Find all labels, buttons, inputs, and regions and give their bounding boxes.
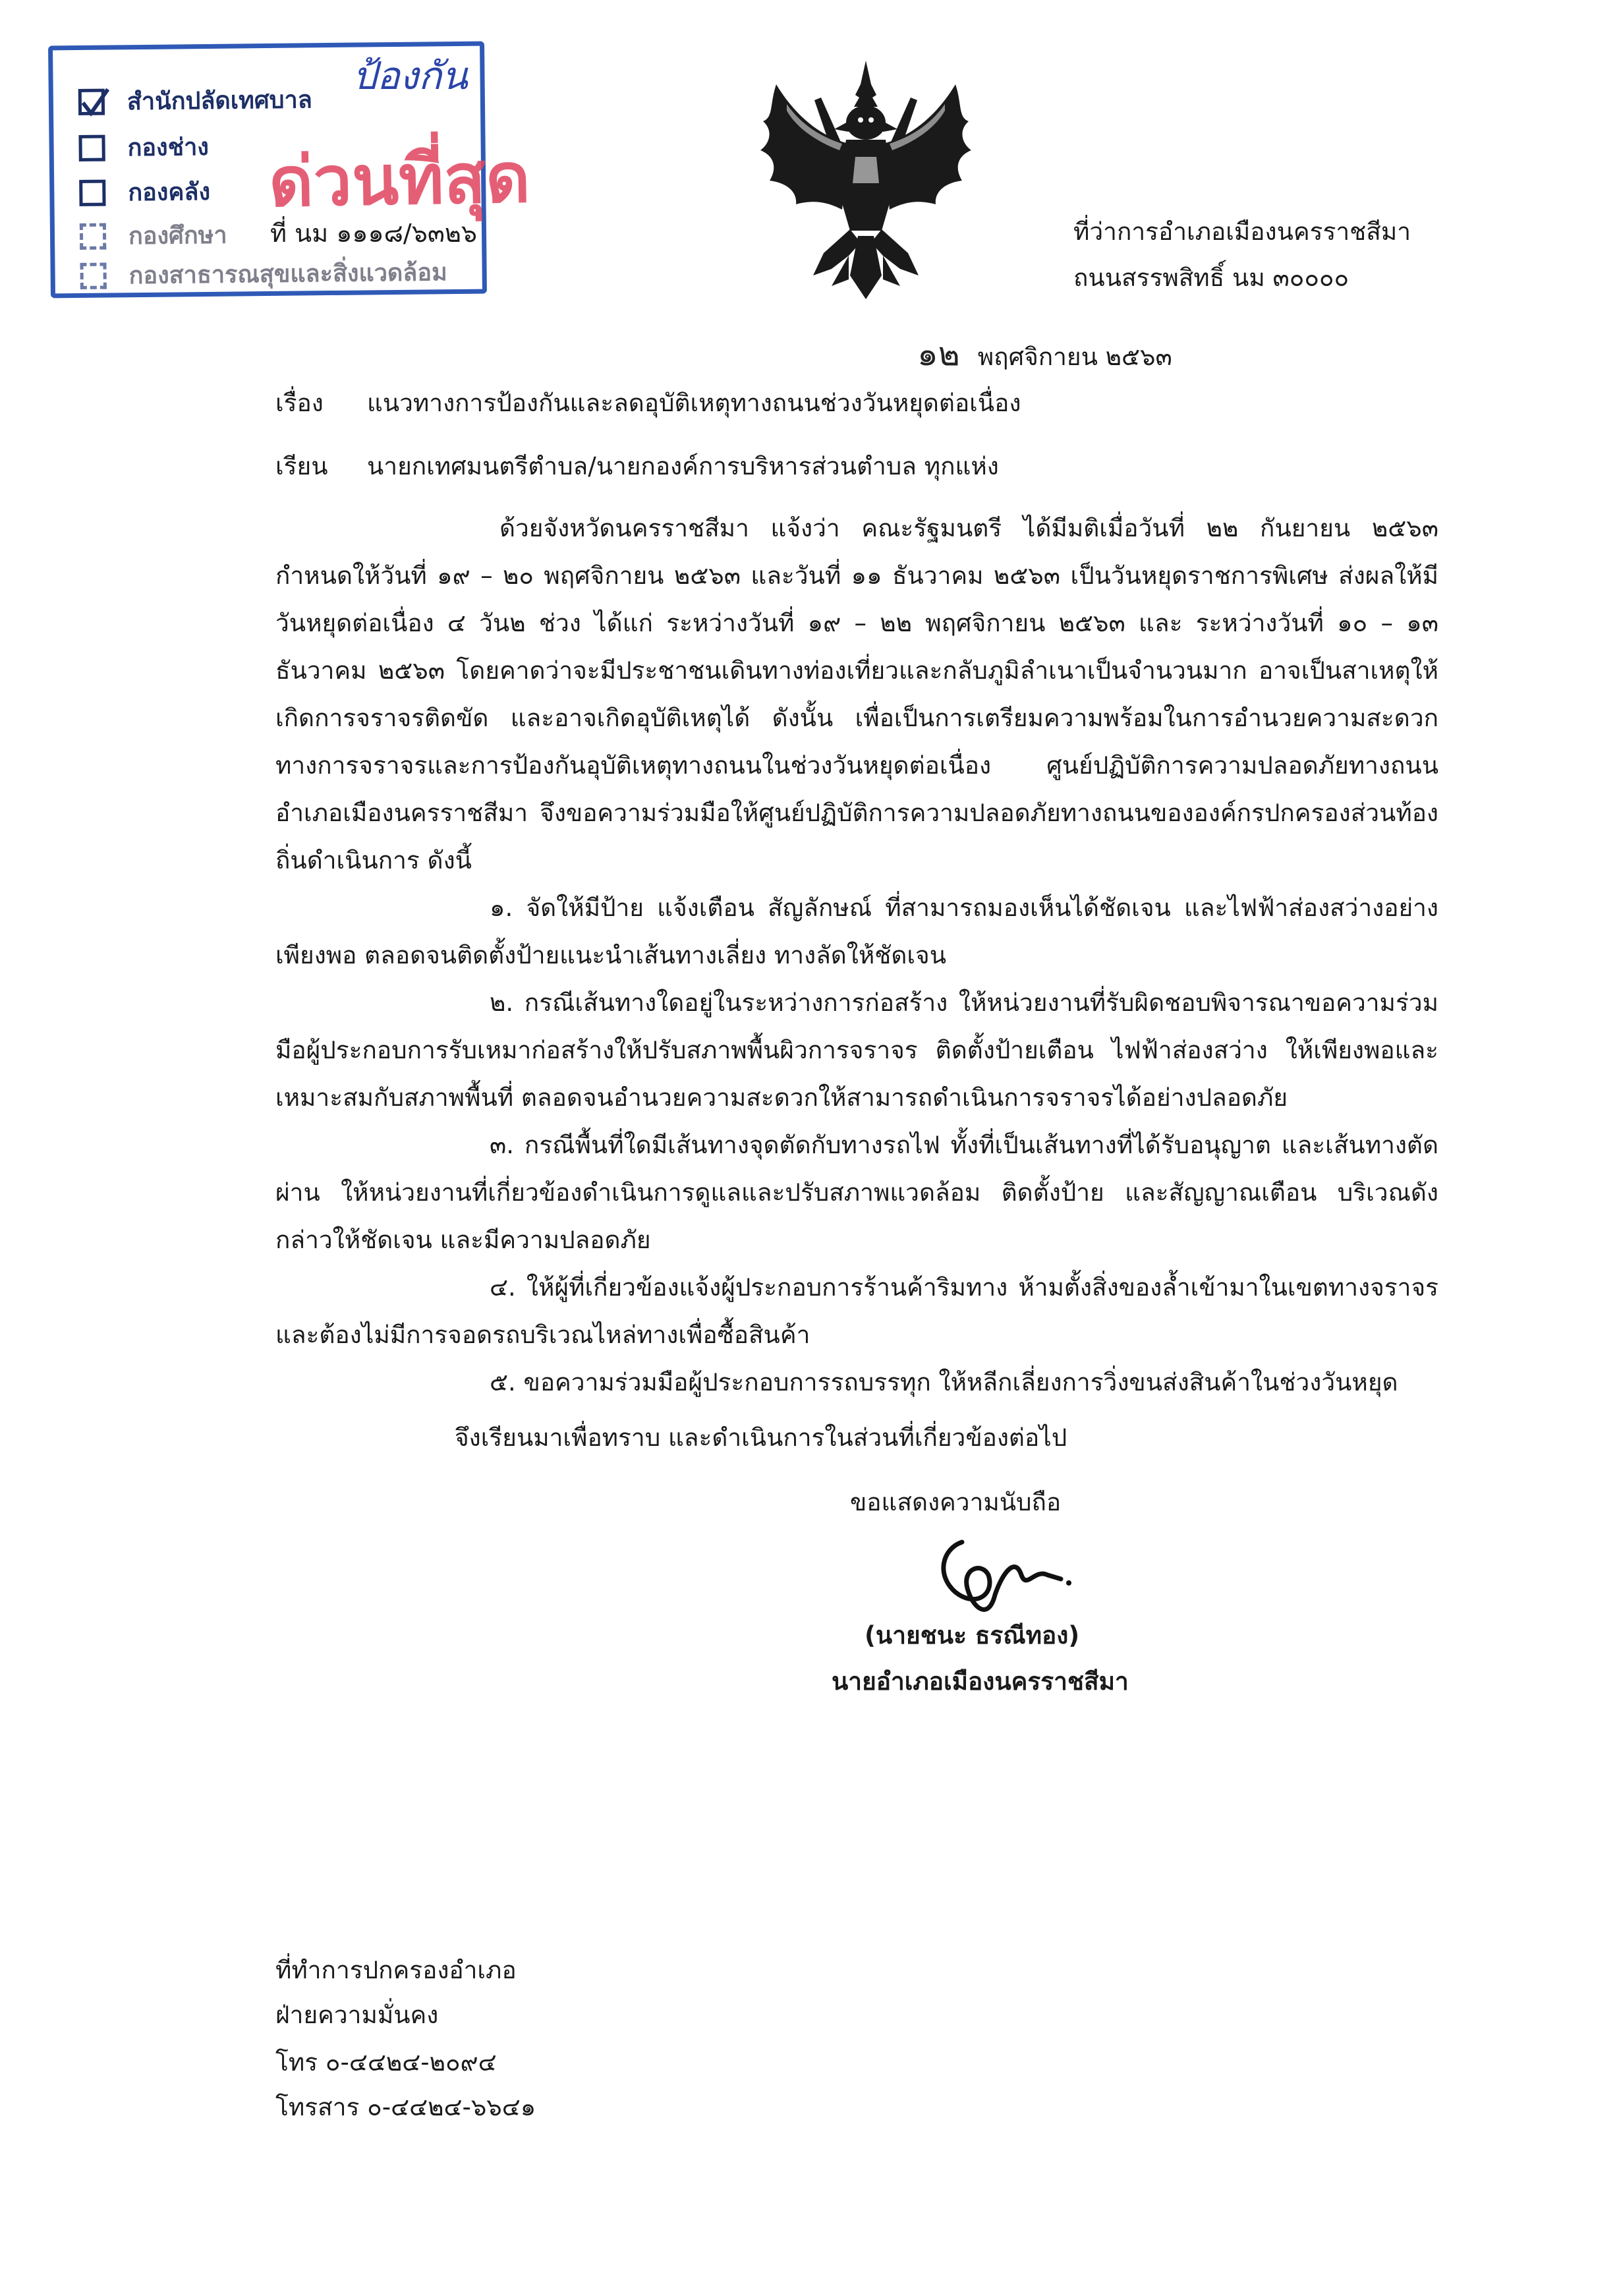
date-day: ๑๒ [917, 335, 960, 373]
salutation: ขอแสดงความนับถือ [850, 1488, 1062, 1516]
handwritten-note: ป้องกัน [353, 53, 468, 98]
office-name: ที่ว่าการอำเภอเมืองนครราชสีมา [1073, 217, 1411, 246]
stamp-item [79, 173, 210, 212]
footer-phone: โทร ๐-๔๔๒๔-๒๐๙๔ [275, 2048, 497, 2077]
closing-sentence: จึงเรียนมาเพื่อทราบ และดำเนินการในส่วนที่เกี่ยวข้องต่อไป [455, 1423, 1067, 1452]
stamp-item [80, 216, 227, 255]
checkbox-checked-icon [78, 88, 105, 115]
body-intro: ด้วยจังหวัดนครราชสีมา แจ้งว่า คณะรัฐมนตรี ได้มีมติเมื่อวันที่ ๒๒ กันยายน ๒๕๖๓ กำหนดให้วันที่ ๑๙ – ๒๐ พฤศจิกายน ๒๕๖๓ และวันที่ ๑๑ ธันวาคม ๒๕๖๓ เป็นวันหยุดราชการพิเศษ ส่งผลให้มีวันหยุดต่อเนื่อง ๔ วัน๒ ช่วง ได้แก่ ระหว่างวันที่ ๑๙ – ๒๒ พฤศจิกายน ๒๕๖๓ และ ระหว่างวันที่ ๑๐ – ๑๓ ธันวาคม ๒๕๖๓ โดยคาดว่าจะมีประชาชนเดินทางท่องเที่ยวและกลับภูมิลำเนาเป็นจำนวนมาก อาจเป็นสาเหตุให้เกิดการจราจรติดขัด และอาจเกิดอุบัติเหตุได้ ดังนั้น เพื่อเป็นการเตรียมความพร้อมในการอำนวยความสะดวกทางการจราจรและการป้องกันอุบัติเหตุทางถนนในช่วงวันหยุดต่อเนื่อง ศูนย์ปฏิบัติการความปลอดภัยทางถนนอำเภอเมืองนครราชสีมา จึงขอความร่วมมือให้ศูนย์ปฏิบัติการความปลอดภัยทางถนนขององค์กรปกครองส่วนท้องถิ่นดำเนินการ ดังนี้ [275, 514, 1439, 875]
checkbox-icon [80, 262, 106, 289]
body-item-4: ๔. ให้ผู้ที่เกี่ยวข้องแจ้งผู้ประกอบการร้านค้าริมทาง ห้ามตั้งสิ่งของล้ำเข้ามาในเขตทางจราจร และต้องไม่มีการจอดรถบริเวณไหล่ทางเพื่อซื้อสินค้า [275, 1273, 1438, 1349]
office-address: ถนนสรรพสิทธิ์ นม ๓๐๐๐๐ [1073, 264, 1349, 292]
date-month-year: พฤศจิกายน ๒๕๖๓ [977, 343, 1172, 371]
checkbox-icon [79, 179, 105, 206]
stamp-item [80, 253, 447, 295]
stamp-item [78, 128, 209, 167]
footer-fax: โทรสาร ๐-๔๔๒๔-๖๖๔๑ [275, 2093, 536, 2121]
garuda-emblem [750, 58, 982, 303]
footer-office: ที่ทำการปกครองอำเภอ [275, 1956, 517, 1984]
body-item-2: ๒. กรณีเส้นทางใดอยู่ในระหว่างการก่อสร้าง ให้หน่วยงานที่รับผิดชอบพิจารณาขอความร่วมมือผู้ประกอบการรับเหมาก่อสร้างให้ปรับสภาพพื้นผิวการจราจร ติดตั้งป้ายเตือน ไฟฟ้าส่องสว่าง ให้เพียงพอและเหมาะสมกับสภาพพื้นที่ ตลอดจนอำนวยความสะดวกให้สามารถดำเนินการจราจรได้อย่างปลอดภัย [275, 989, 1438, 1112]
stamp-item-label: กองคลัง [128, 178, 211, 207]
stamp-item-label: สำนักปลัดเทศบาล [127, 86, 313, 116]
checkbox-icon [80, 223, 106, 249]
body-item-1: ๑. จัดให้มีป้าย แจ้งเตือน สัญลักษณ์ ที่สามารถมองเห็นได้ชัดเจน และไฟฟ้าส่องสว่างอย่างเพียงพอ ตลอดจนติดตั้งป้ายแนะนำเส้นทางเลี่ยง ทางลัดให้ชัดเจน [275, 894, 1438, 969]
document-date [917, 328, 1172, 380]
checkbox-icon [78, 134, 105, 161]
signatory-name: (นายชนะ ธรณีทอง) [865, 1621, 1080, 1650]
recipient-text: นายกเทศมนตรีตำบล/นายกองค์การบริหารส่วนตำบล ทุกแห่ง [367, 452, 999, 480]
stamp-item-label: กองศึกษา [128, 221, 227, 250]
stamp-item-label: กองช่าง [127, 133, 210, 162]
subject-label: เรื่อง [275, 389, 324, 417]
signature-mark [916, 1529, 1074, 1634]
reference-number: ที่ นม ๑๑๑๘/๖๓๒๖ [270, 219, 477, 248]
stamp-item [78, 80, 312, 121]
body-item-5: ๕. ขอความร่วมมือผู้ประกอบการรถบรรทุก ให้หลีกเลี่ยงการวิ่งขนส่งสินค้าในช่วงวันหยุด [490, 1368, 1398, 1396]
signatory-position: นายอำเภอเมืองนครราชสีมา [832, 1667, 1129, 1696]
stamp-item-label: กองสาธารณสุขและสิ่งแวดล้อม [128, 259, 447, 290]
garuda-emblem-icon [750, 58, 982, 303]
recipient-label: เรียน [275, 452, 328, 480]
urgent-stamp: ด่วนที่สุด [268, 137, 531, 223]
subject-text: แนวทางการป้องกันและลดอุบัติเหตุทางถนนช่วงวันหยุดต่อเนื่อง [367, 389, 1021, 417]
body-item-3: ๓. กรณีพื้นที่ใดมีเส้นทางจุดตัดกับทางรถไฟ ทั้งที่เป็นเส้นทางที่ได้รับอนุญาต และเส้นทางตัดผ่าน ให้หน่วยงานที่เกี่ยวข้องดำเนินการดูแลและปรับสภาพแวดล้อม ติดตั้งป้าย และสัญญาณเตือน บริเวณดังกล่าวให้ชัดเจน และมีความปลอดภัย [275, 1131, 1438, 1254]
footer-unit: ฝ่ายความมั่นคง [275, 2001, 439, 2029]
